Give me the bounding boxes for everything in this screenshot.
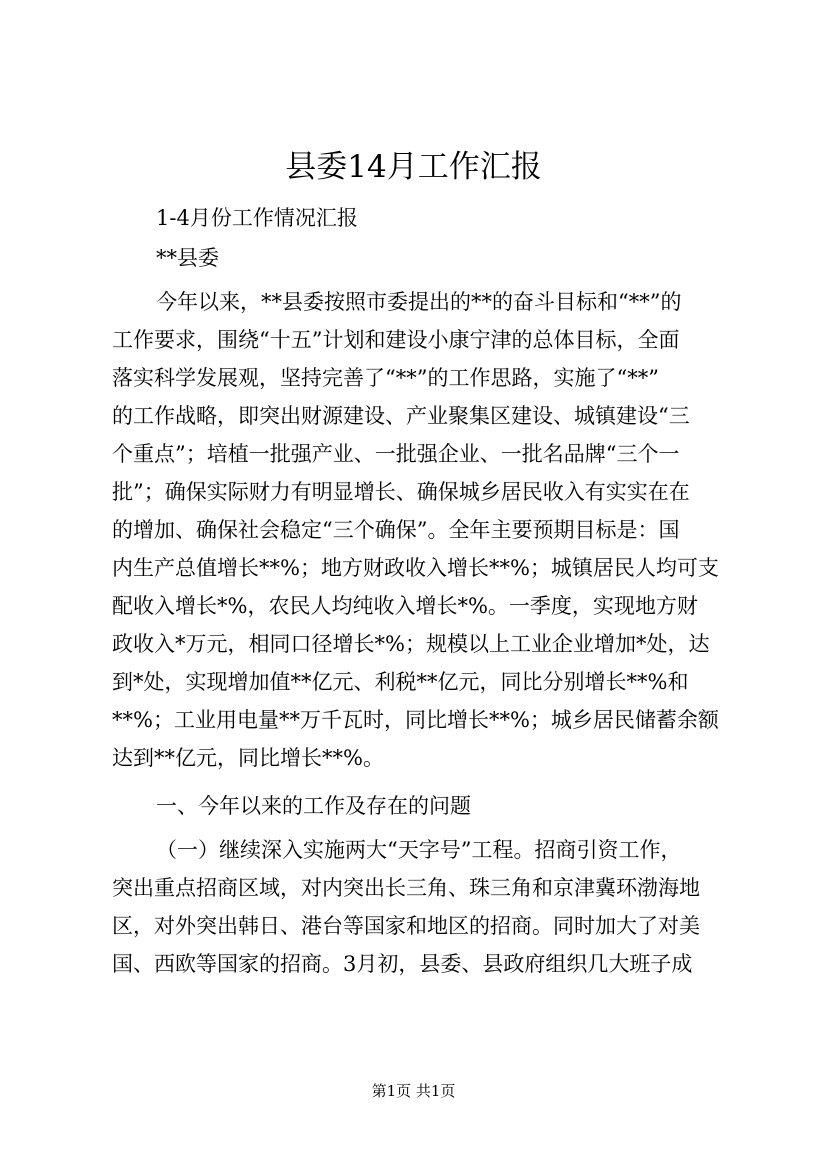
subtitle: 1-4月份工作情况汇报 bbox=[156, 206, 358, 230]
paragraph-line: 批”；确保实际财力有明显增长、确保城乡居民收入有实实在在 bbox=[112, 480, 690, 504]
section-heading: 一、今年以来的工作及存在的问题 bbox=[156, 794, 471, 818]
paragraph-line: **%；工业用电量**万千瓦时，同比增长**%；城乡居民储蓄余额 bbox=[112, 708, 719, 732]
paragraph-line: 内生产总值增长**%；地方财政收入增长**%；城镇居民人均可支 bbox=[112, 556, 719, 580]
paragraph-line: 今年以来，**县委按照市委提出的**的奋斗目标和“**”的 bbox=[156, 290, 682, 314]
page-footer: 第1页 共1页 bbox=[371, 1082, 456, 1100]
paragraph-line: 配收入增长*%，农民人均纯收入增长*%。一季度，实现地方财 bbox=[112, 594, 698, 618]
paragraph-line: 国、西欧等国家的招商。3月初，县委、县政府组织几大班子成 bbox=[112, 952, 693, 976]
paragraph-line: 个重点”；培植一批强产业、一批强企业、一批名品牌“三个一 bbox=[112, 442, 680, 466]
document-title: 县委14月工作汇报 bbox=[285, 149, 542, 185]
paragraph-line: 落实科学发展观，坚持完善了“**”的工作思路，实施了“**” bbox=[112, 366, 659, 390]
paragraph-line: 政收入*万元，相同口径增长*%；规模以上工业企业增加*处，达 bbox=[112, 632, 710, 656]
paragraph-line: 的增加、确保社会稳定“三个确保”。全年主要预期目标是：国 bbox=[112, 518, 680, 542]
paragraph-line: 的工作战略，即突出财源建设、产业聚集区建设、城镇建设“三 bbox=[112, 404, 690, 428]
paragraph-line: 到*处，实现增加值**亿元、利税**亿元，同比分别增长**%和 bbox=[112, 670, 689, 694]
paragraph-line: 突出重点招商区域，对内突出长三角、珠三角和京津冀环渤海地 bbox=[112, 876, 700, 900]
paragraph-line: 达到**亿元，同比增长**%。 bbox=[112, 746, 384, 770]
paragraph-line: 区，对外突出韩日、港台等国家和地区的招商。同时加大了对美 bbox=[112, 914, 700, 938]
paragraph-line: 工作要求，围绕“十五”计划和建设小康宁津的总体目标，全面 bbox=[112, 328, 680, 352]
author: **县委 bbox=[156, 246, 219, 270]
paragraph-line: （一）继续深入实施两大“天字号”工程。招商引资工作， bbox=[156, 838, 682, 862]
